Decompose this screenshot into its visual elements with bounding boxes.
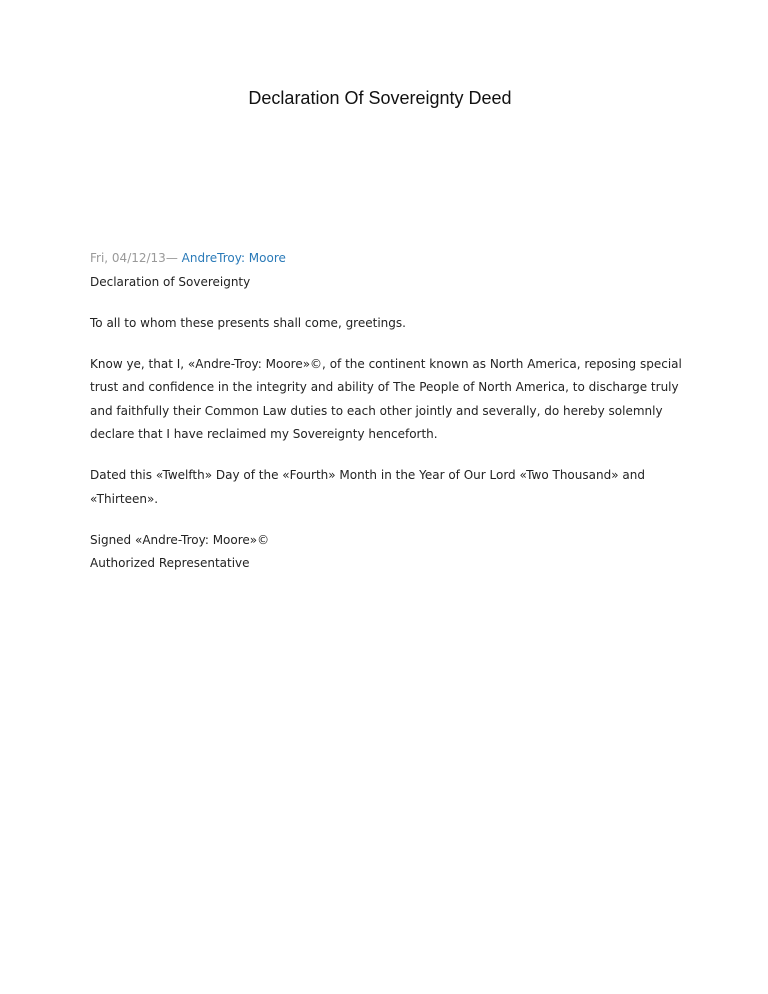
declaration-paragraph: Know ye, that I, «Andre-Troy: Moore»©, of the continent known as North America, reposing special trust and confidence in the integrity and ability of The People of North America, to discharge truly and faithfully their Common Law duties to each other jointly and severally, do hereby solemnly declare that I have reclaimed my Sovereignty henceforth. <box>90 356 682 441</box>
document-title: Declaration Of Sovereignty Deed <box>248 88 512 108</box>
signer-role: Authorized Representative <box>90 556 250 570</box>
author-link[interactable]: AndreTroy: Moore <box>181 251 286 265</box>
dated-paragraph: Dated this «Twelfth» Day of the «Fourth» Month in the Year of Our Lord «Two Thousand» and «Thirteen». <box>90 468 645 506</box>
greeting-paragraph: To all to whom these presents shall come, greetings. <box>90 315 406 330</box>
signature-line: Signed «Andre-Troy: Moore»© <box>90 532 270 547</box>
post-meta <box>90 247 690 271</box>
post-content <box>90 247 690 576</box>
post-date: Fri, 04/12/13 <box>90 251 166 265</box>
meta-separator: — <box>165 251 182 265</box>
post-heading: Declaration of Sovereignty <box>90 274 251 289</box>
